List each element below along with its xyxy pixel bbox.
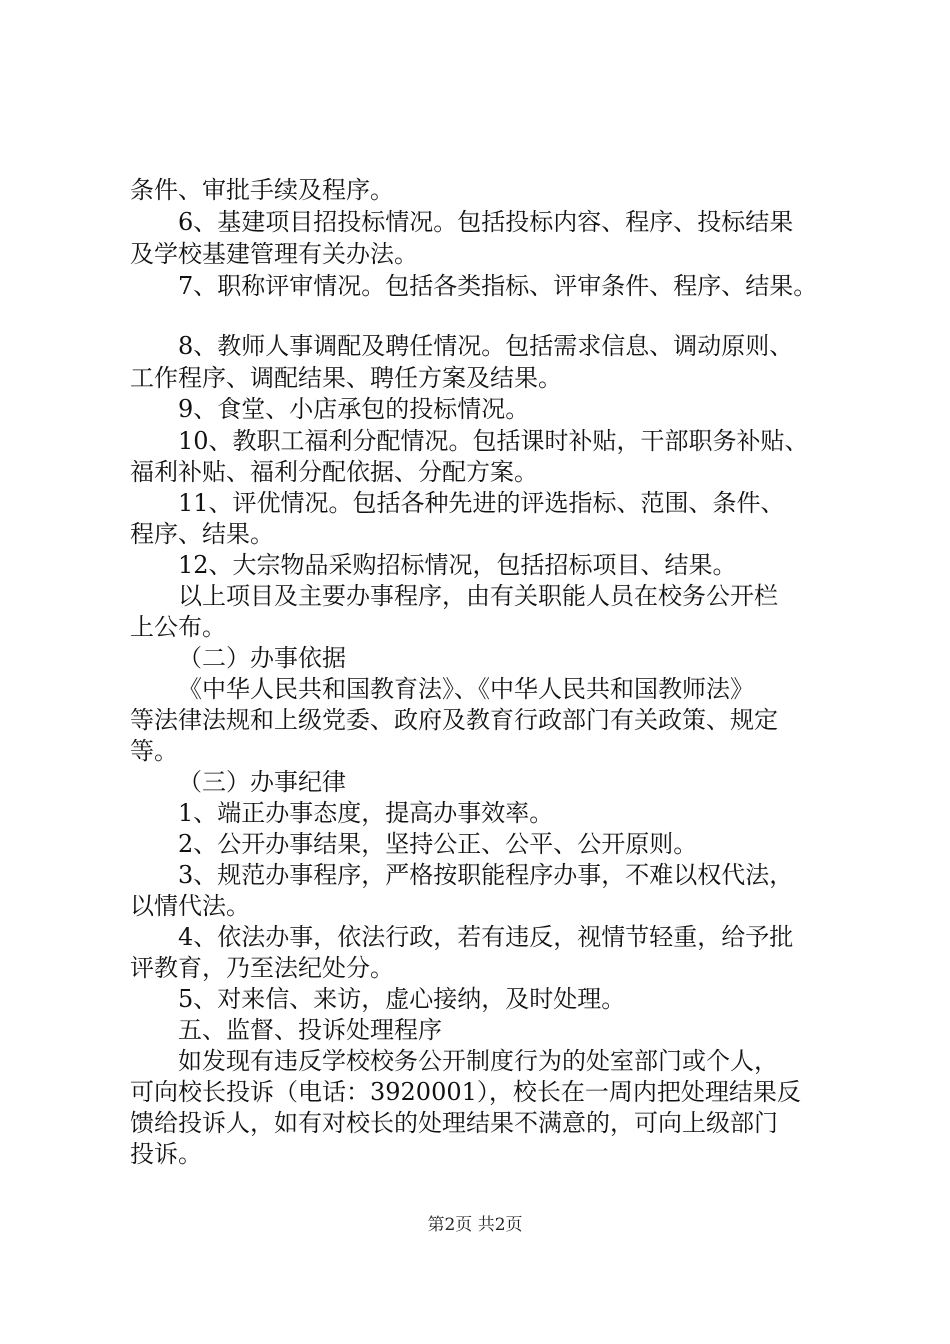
text-line: 福利补贴、福利分配依据、分配方案。 — [130, 458, 538, 486]
text-line: 4、依法办事，依法行政，若有违反，视情节轻重，给予批 — [178, 923, 794, 951]
text-line: 3、规范办事程序，严格按职能程序办事，不难以权代法， — [178, 861, 794, 889]
section-heading: 五、监督、投诉处理程序 — [178, 1016, 442, 1044]
text-line: 馈给投诉人，如有对校长的处理结果不满意的，可向上级部门 — [130, 1109, 778, 1137]
text-line: 条件、审批手续及程序。 — [130, 176, 394, 204]
text-line: 2、公开办事结果，坚持公正、公平、公开原则。 — [178, 830, 698, 858]
section-heading: （二）办事依据 — [178, 644, 346, 672]
text-line: 5、对来信、来访，虚心接纳，及时处理。 — [178, 985, 626, 1013]
text-line: 《中华人民共和国教育法》、《中华人民共和国教师法》 — [178, 675, 754, 703]
text-line: 上公布。 — [130, 613, 226, 641]
text-line: 评教育，乃至法纪处分。 — [130, 954, 394, 982]
text-line: 工作程序、调配结果、聘任方案及结果。 — [130, 364, 562, 392]
text-line: 10、教职工福利分配情况。包括课时补贴，干部职务补贴、 — [178, 427, 809, 455]
page-footer: 第2页 共2页 — [427, 1215, 523, 1235]
text-line: 投诉。 — [130, 1140, 202, 1168]
text-line: 及学校基建管理有关办法。 — [130, 240, 418, 268]
text-line: 程序、结果。 — [130, 520, 274, 548]
text-line: 等法律法规和上级党委、政府及教育行政部门有关政策、规定 — [130, 706, 778, 734]
text-line: 可向校长投诉（电话：3920001），校长在一周内把处理结果反 — [130, 1078, 801, 1106]
text-line: 11、评优情况。包括各种先进的评选指标、范围、条件、 — [178, 489, 785, 517]
text-line: 以上项目及主要办事程序，由有关职能人员在校务公开栏 — [178, 582, 778, 610]
text-line: 以情代法。 — [130, 892, 250, 920]
text-line: 6、基建项目招投标情况。包括投标内容、程序、投标结果 — [178, 208, 794, 236]
text-line: 如发现有违反学校校务公开制度行为的处室部门或个人， — [178, 1047, 778, 1075]
text-line: 12、大宗物品采购招标情况，包括招标项目、结果。 — [178, 551, 737, 579]
section-heading: （三）办事纪律 — [178, 768, 346, 796]
text-line: 等。 — [130, 737, 178, 765]
text-line: 8、教师人事调配及聘任情况。包括需求信息、调动原则、 — [178, 332, 794, 360]
text-line: 1、端正办事态度，提高办事效率。 — [178, 799, 554, 827]
text-line: 9、食堂、小店承包的投标情况。 — [178, 395, 530, 423]
text-line: 7、职称评审情况。包括各类指标、评审条件、程序、结果。 — [178, 272, 818, 300]
